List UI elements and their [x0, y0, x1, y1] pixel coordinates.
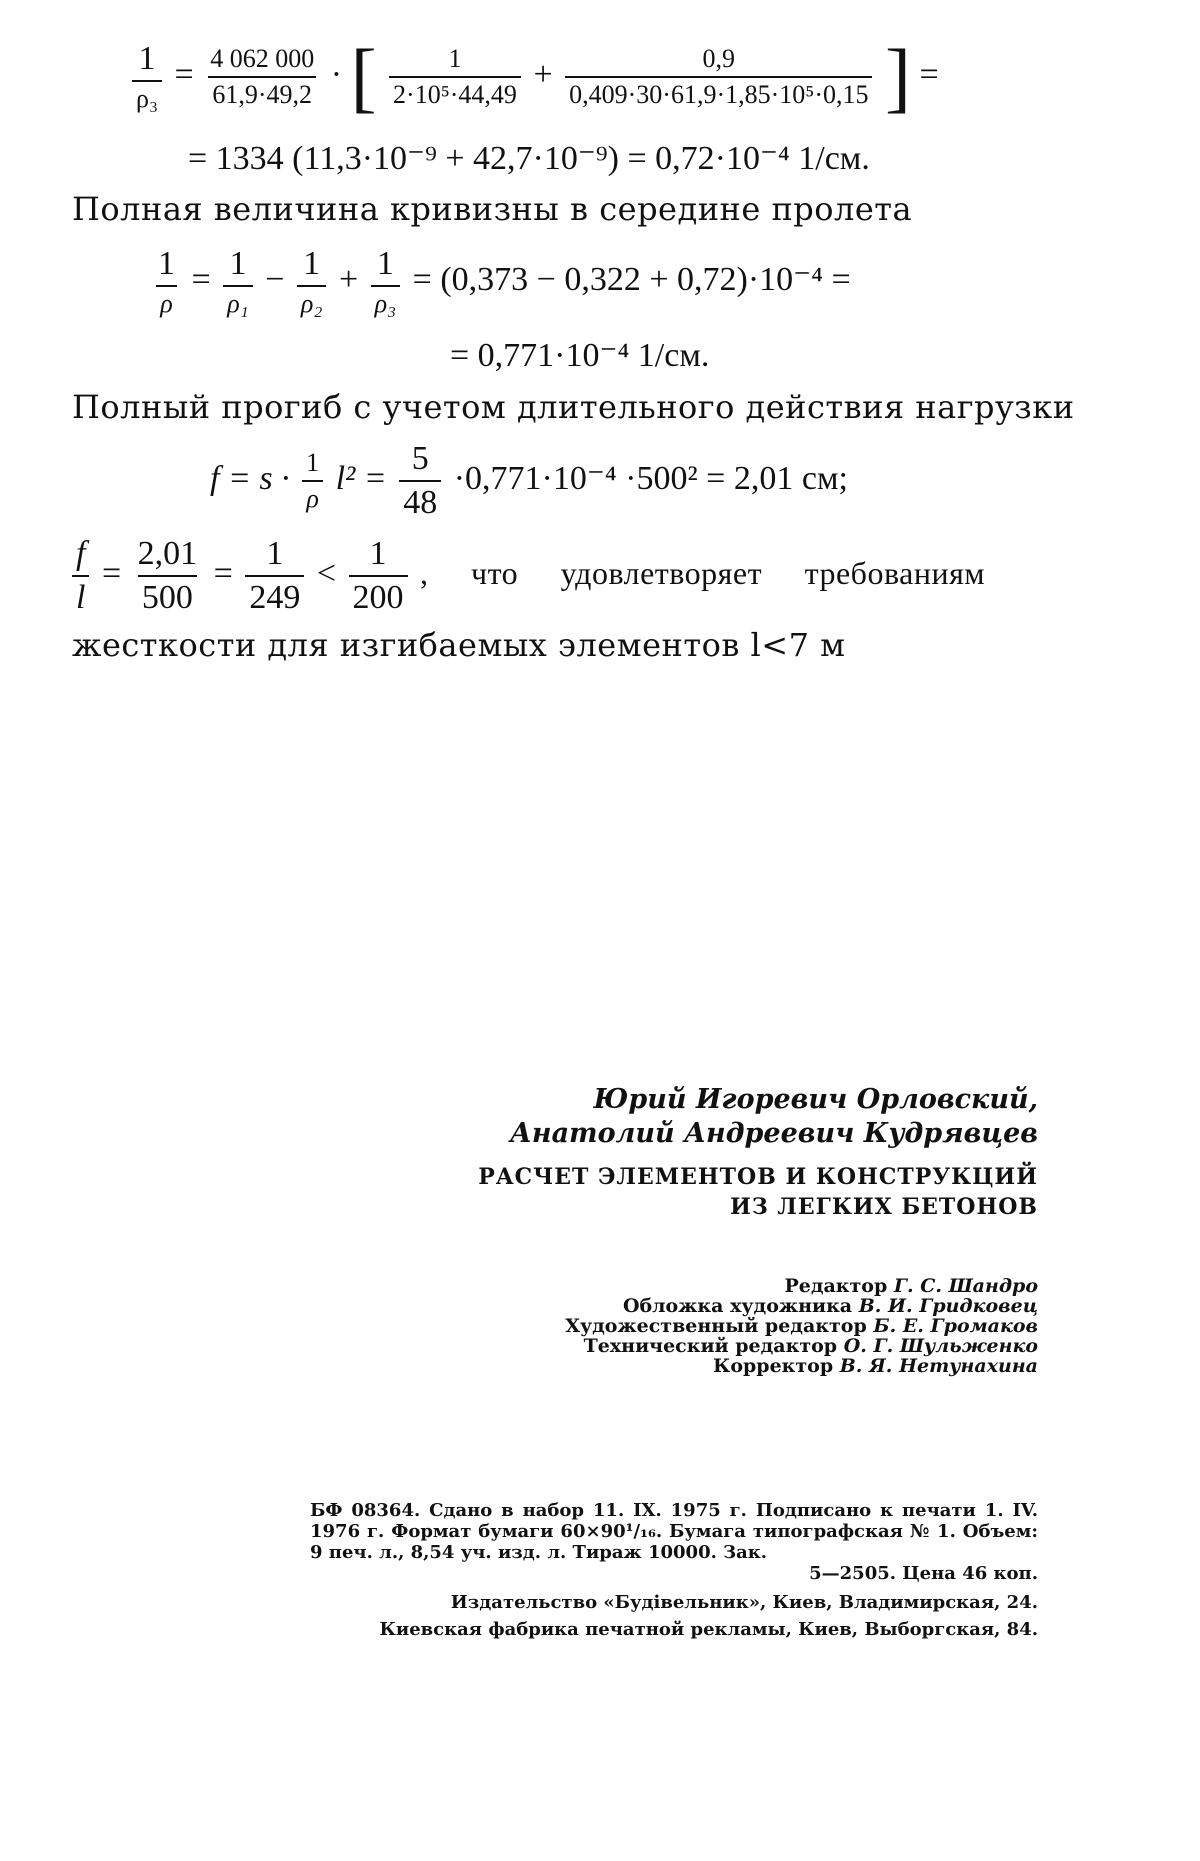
credits [565, 1276, 1038, 1376]
fraction: $\frac{1}{\text{ρ₂}}$ [297, 245, 327, 319]
equation-2-line-2: = 0,771·10⁻⁴ 1/см. [450, 337, 710, 374]
equation-4: $\frac{f}{l}$ = $\frac{2,01}{500}$ = $\frac{1}{249}$ < $\frac{1}{200}$ , что удовлетворяет требованиям [68, 535, 985, 617]
left-bracket: [ [350, 33, 377, 120]
credit-line: Редактор Г. С. Шандро [784, 1275, 1038, 1297]
imprint-details-end: 5—2505. Цена 46 коп. [809, 1563, 1038, 1584]
paragraph-deflection: Полный прогиб с учетом длительного действия нагрузки [72, 388, 1075, 426]
right-bracket: ] [884, 33, 911, 120]
equals-sign: = [174, 55, 194, 93]
paragraph-stiffness: жесткости для изгибаемых элементов l<7 м [72, 626, 846, 664]
equation-1-line-2: = 1334 (11,3·10⁻⁹ + 42,7·10⁻⁹) = 0,72·10⁻⁴ 1/см. [188, 140, 870, 177]
dot-operator: · [330, 55, 343, 93]
imprint [310, 1500, 1038, 1640]
imprint-details: БФ 08364. Сдано в набор 11. IX. 1975 г. Подписано к печати 1. IV. 1976 г. Формат бумаги 60×90¹/₁₆. Бумага типографская № 1. Объем: 9 печ. л., 8,54 уч. изд. л. Тираж 10000. Зак. [310, 1500, 1038, 1563]
credit-line: Технический редактор О. Г. Шульженко [583, 1335, 1038, 1357]
fraction: $\frac{1}{\rho}$ [302, 448, 323, 514]
fraction: $\frac{1}{\text{ρ₁}}$ [223, 245, 253, 319]
author-name: Анатолий Андреевич Кудрявцев [509, 1118, 1038, 1149]
credit-line: Обложка художника В. И. Гридковец [622, 1295, 1038, 1317]
authors [510, 1083, 1038, 1151]
fraction: $\frac{1}{\text{ρ₃}}$ [371, 245, 401, 319]
fraction: $\frac{1}{249}$ [245, 535, 304, 617]
fraction: $\frac{f}{l}$ [72, 535, 89, 617]
fraction: $\frac{0,9}{\text{0,409·30·61,9·1,85·10⁵·0,15}}$ [565, 44, 872, 110]
plus-sign: + [533, 55, 553, 93]
equation-3: f = s · $\frac{1}{\rho}$ l² = $\frac{5}{48}$ ·0,771·10⁻⁴ ·500² = 2,01 см; [210, 440, 848, 521]
author-name: Юрий Игоревич Орловский, [593, 1084, 1038, 1115]
fraction: $\frac{2,01}{500}$ [137, 535, 198, 616]
credit-line: Художественный редактор Б. Е. Громаков [565, 1315, 1038, 1337]
fraction: $\frac{1}{\text{2·10⁵·44,49}}$ [389, 44, 521, 110]
fraction: $\frac{1}{200}$ [349, 535, 408, 617]
printer: Киевская фабрика печатной рекламы, Киев, Выборгская, 84. [379, 1619, 1038, 1640]
credit-line: Корректор В. Я. Нетунахина [713, 1355, 1038, 1377]
book-title: РАСЧЕТ ЭЛЕМЕНТОВ И КОНСТРУКЦИЙ ИЗ ЛЕГКИХ БЕТОНОВ [478, 1164, 1038, 1220]
fraction: $\frac{1}{\text{ρ₃}}$ [132, 40, 162, 114]
fraction: $\frac{5}{48}$ [399, 440, 441, 522]
publisher: Издательство «Будівельник», Киев, Владимирская, 24. [450, 1592, 1038, 1613]
equation-2: $\frac{1}{\rho}$ = $\frac{1}{\text{ρ₁}}$ − $\frac{1}{\text{ρ₂}}$ + $\frac{1}{\text{ρ₃}}$ = (0,373 − 0,322 + 0,72)·10⁻⁴ = [150, 245, 851, 319]
equals-sign: = [919, 55, 939, 93]
fraction: $\frac{4 062 000}{61,9\cdot 49,2}$ [210, 44, 315, 109]
equation-1 [128, 33, 939, 120]
fraction: $\frac{1}{\rho}$ [158, 245, 175, 318]
paragraph-curvature: Полная величина кривизны в середине пролета [72, 190, 913, 228]
